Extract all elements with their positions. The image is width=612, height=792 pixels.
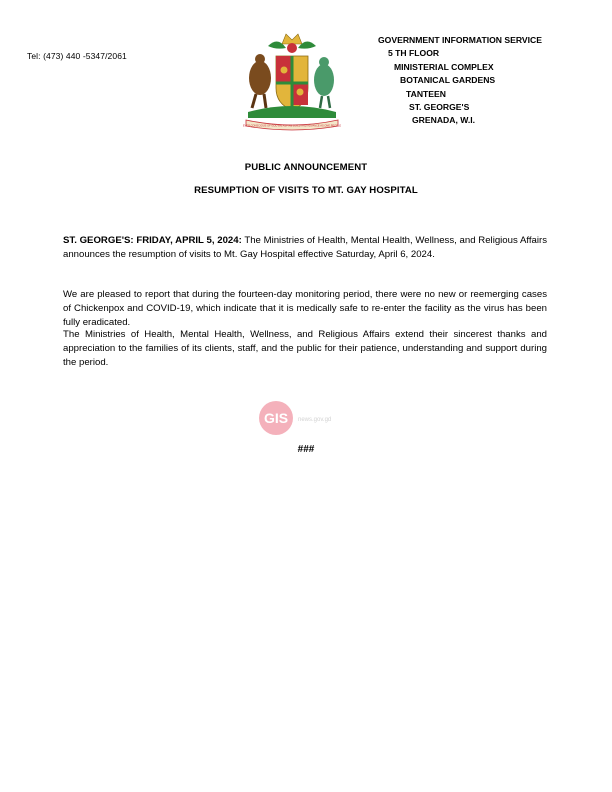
address-line: GOVERNMENT INFORMATION SERVICE <box>378 35 542 45</box>
gis-watermark-logo <box>258 398 358 438</box>
address-line: BOTANICAL GARDENS <box>400 75 496 86</box>
document-title: PUBLIC ANNOUNCEMENT <box>244 162 368 173</box>
dateline: ST. GEORGE'S: FRIDAY, APRIL 5, 2024: <box>63 235 242 246</box>
crest-motto: EVER CONSCIOUS OF GOD WE ASPIRE BUILD AND ADVANCE AS ONE PEOPLE <box>242 124 342 128</box>
paragraph-3: The Ministries of Health, Mental Health, Wellness, and Religious Affairs extend their sincerest thanks and appreciation to the families of its clients, staff, and the public for their patience, understanding and support during the period. <box>63 329 547 368</box>
end-of-release-mark: ### <box>297 444 315 455</box>
gis-logo-text: GIS <box>263 410 289 426</box>
address-line: TANTEEN <box>406 88 446 99</box>
address-block <box>378 34 568 128</box>
address-line: 5 TH FLOOR <box>388 48 440 59</box>
address-line: ST. GEORGE'S <box>409 102 470 113</box>
grenada-coat-of-arms <box>238 26 346 134</box>
address-line: GRENADA, W.I. <box>412 115 476 126</box>
paragraph-2: We are pleased to report that during the fourteen-day monitoring period, there were no new or reemerging cases of Chickenpox and COVID-19, which indicate that it is medically safe to re-enter the facility as the virus has been fully eradicated. <box>63 289 547 328</box>
paragraph-1 <box>63 234 547 262</box>
address-line: MINISTERIAL COMPLEX <box>394 61 494 72</box>
document-subtitle: RESUMPTION OF VISITS TO MT. GAY HOSPITAL <box>194 185 418 196</box>
telephone-number: Tel: (473) 440 -5347/2061 <box>27 51 127 61</box>
gis-tagline: news.gov.gd <box>298 417 332 423</box>
paragraph-1-text: The Ministries of Health, Mental Health, Wellness, and Religious Affairs announces the resumption of visits to Mt. Gay Hospital effective Saturday, April 6, 2024. <box>63 235 547 260</box>
